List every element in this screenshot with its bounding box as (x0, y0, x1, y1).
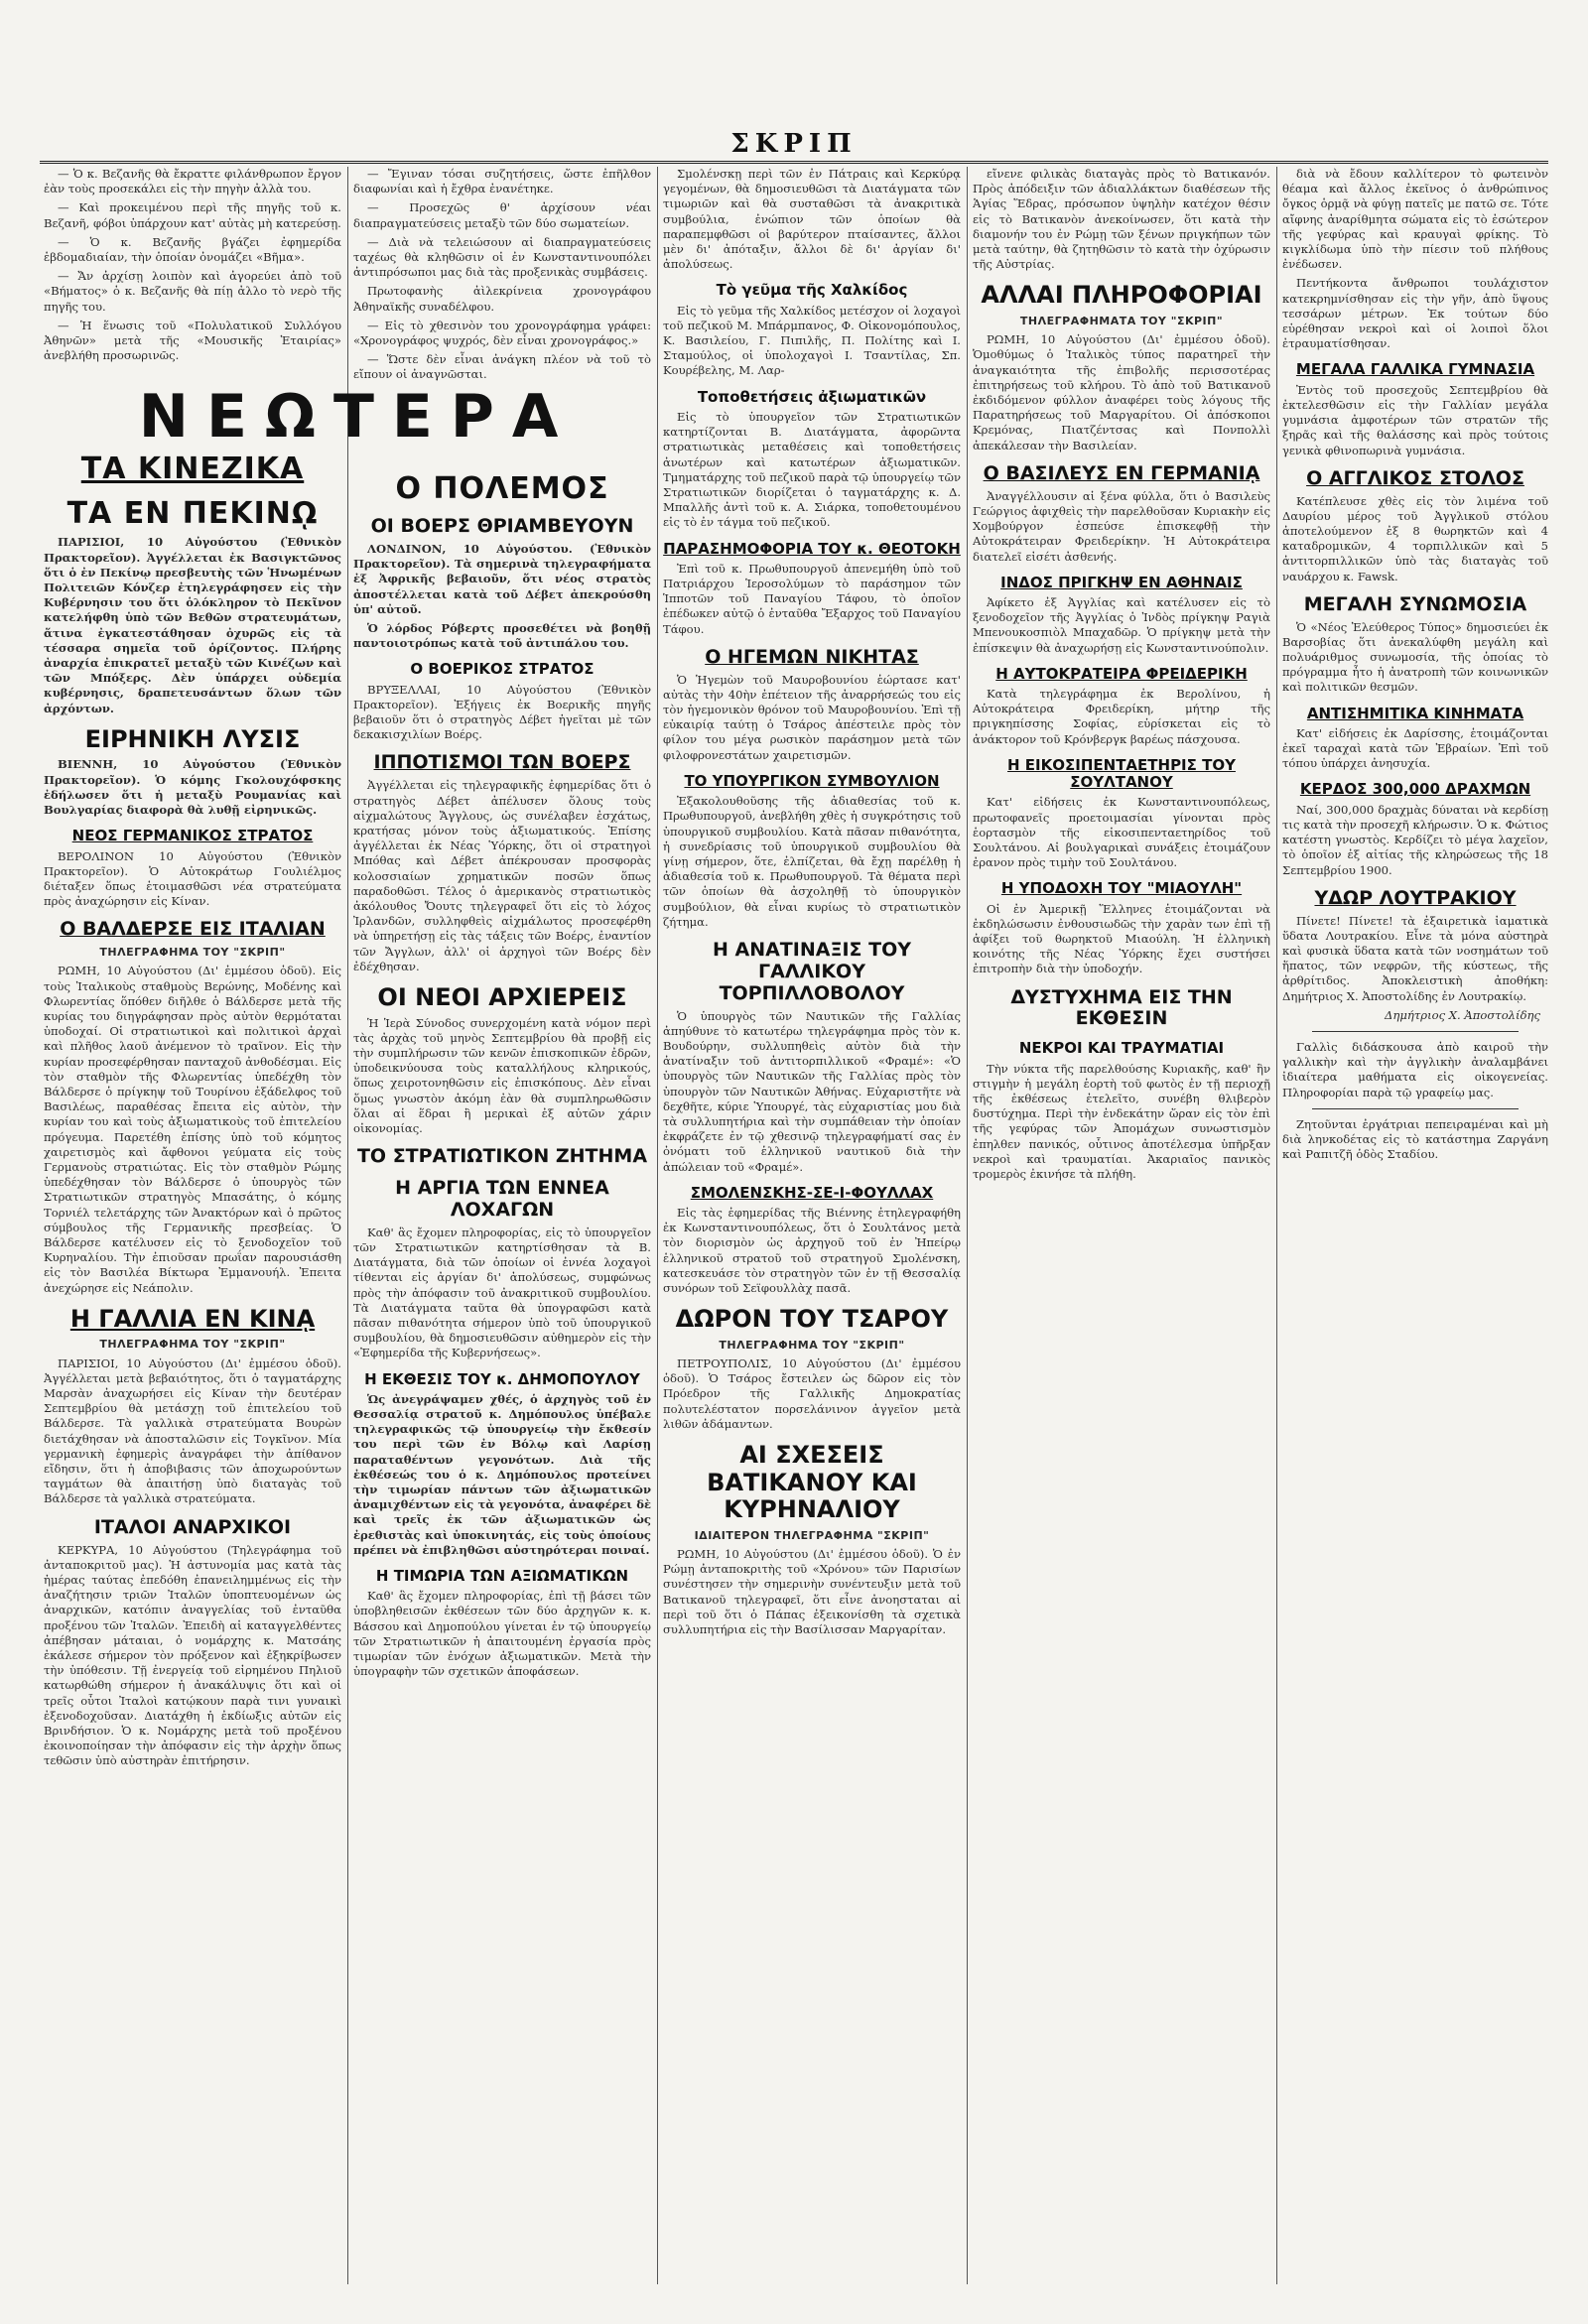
classified-ad: Ζητοῦνται ἐργάτριαι πεπειραμέναι καὶ μὴ διὰ ληνκοδέτας εἰς τὸ κατάστημα Ζαργάνη καὶ Ραπιτζῆ ὁδὸς Σταδίου. (1282, 1116, 1548, 1162)
paragraph: Σμολένσκῃ περὶ τῶν ἐν Πάτραις καὶ Κερκύρᾳ γεγομένων, θὰ δημοσιευθῶσι τὰ Διατάγματα τῶν τιμωριῶν καὶ θὰ συσταθῶσι τὰ ἀνακριτικὰ συμβούλια, ἐνώπιον τῶν ὁποίων θὰ παραπεμφθῶσι οἱ βαρύτερον πταίσαντες, ἄλλοι μὲν δι' ἀπόταξιν, ἄλλοι δὲ δι' ἀργίαν δι' ἀπολύσεως. (663, 167, 961, 272)
article-heading: Η ΕΚΘΕΣΙΣ ΤΟΥ κ. ΔΗΜΟΠΟΥΛΟΥ (364, 1369, 640, 1388)
paragraph: — Ἡ ἕνωσις τοῦ «Πολυλατικοῦ Συλλόγου Ἀθηνῶν» μετὰ τῆς «Μουσικῆς Ἑταιρίας» ἀνεβλήθη προσωρινῶς. (44, 318, 341, 363)
column-body (353, 472, 651, 1680)
paragraph: — Ἔγιναν τόσαι συζητήσεις, ὥστε ἐπῆλθον διαφωνίαι καὶ ἡ ἔχθρα ἐνανέτηκε. (353, 167, 651, 196)
article-subheading: ΝΕΚΡΟΙ ΚΑΙ ΤΡΑΥΜΑΤΙΑΙ (1018, 1039, 1225, 1058)
paragraph: ΠΑΡΙΣΙΟΙ, 10 Αὐγούστου (Ἐθνικὸν Πρακτορεῖον). Ἀγγέλλεται ἐκ Βασιγκτῶνος ὅτι ὁ ἐν Πεκίνῳ πρεσβευτὴς τῶν Ἡνωμένων Πολιτειῶν Κόνζερ ἐτηλεγράφησεν εἰς τὴν Κυβέρνησιν του ὅτι ὁλόκληρον τὸ Πεκῖνον κατελήφθη ὑπὸ τῶν Βεθῶν στρατευμάτων, ἅτινα ἐγκατεστάθησαν ὀχυρῶς εἰς τὰ τέσσαρα σημεῖα τοῦ ὁρίζοντος. Πλήρης ἀναρχία ἐπικρατεῖ μεταξὺ τῶν Κινέζων καὶ τῶν Μπόξερς. Δὲν ὑπάρχει οὐδεμία κυβέρνησις, δραπετευσάντων ὅλων τῶν ἀρχόντων. (44, 535, 341, 715)
article-heading: Τοποθετήσεις ἀξιωματικῶν (697, 387, 927, 406)
masthead (0, 129, 1588, 159)
article-heading: ΙΤΑΛΟΙ ΑΝΑΡΧΙΚΟΙ (93, 1515, 292, 1538)
paragraph: ΠΑΡΙΣΙΟΙ, 10 Αὐγούστου (Δι' ἐμμέσου ὁδοῦ). Ἀγγέλλεται μετὰ βεβαιότητος, ὅτι ὁ ταγματάρχης Μαρσὰν ἀναχωρήσει εἰς Κίναν τὴν δευτέραν Σεπτεμβρίου θὰ μετάσχῃ τοῦ ἐπιτελείου τοῦ Βάλδερσε. Τὰ γαλλικὰ στρατεύματα Βουρὼν διετάχθησαν νὰ ἀποσταλῶσιν εἰς Τογκῖνον. Μία γερμανικὴ ἐφημερὶς ἀναγράφει τὴν ἀπίθανον εἴδησιν, ὅτι ἡ ἀποβιβασις τῶν ἀποχωρούντων ταγμάτων θὰ ἀπαιτήσῃ ὑπὸ διαταγὰς τοῦ Βάλδερσε τὰ γαλλικὰ στρατεύματα. (44, 1356, 341, 1506)
paragraph: Ὁ «Νέος Ἐλεύθερος Τύπος» δημοσιεύει ἐκ Βαρσοβίας ὅτι ἀνεκαλύφθη μεγάλη καὶ πολυάριθμος συνωμοσία, τῆς ὁποίας τὸ πρόγραμμα ἦτο ἡ ἀνατροπὴ τῶν κοινωνικῶν καὶ πολιτικῶν θεσμῶν. (1282, 619, 1548, 695)
column-1 (44, 167, 341, 2284)
paragraph: Καθ' ἃς ἔχομεν πληροφορίας, εἰς τὸ ὑπουργεῖον τῶν Στρατιωτικῶν κατηρτίσθησαν τὰ Β. Διατάγματα, διὰ τῶν ὁποίων οἱ ἐννέα λοχαγοὶ τίθενται εἰς ἀργίαν δι' ἀπολύσεως, συμφώνως πρὸς τὴν ἀπόφασιν τοῦ ἀνακριτικοῦ συμβουλίου. Τὰ Διατάγματα ταῦτα θὰ ὑπογραφῶσι κατὰ πᾶσαν πιθανότητα σήμερον ὑπὸ τοῦ ὑπουργικοῦ συμβουλίου, θὰ δημοσιευθῶσιν αὐθημερὸν εἰς τὴν «Ἐφημερίδα τῆς Κυβερνήσεως». (353, 1225, 651, 1360)
article-heading: ΤΟ ΥΠΟΥΡΓΙΚΟΝ ΣΥΜΒΟΥΛΙΟΝ (684, 771, 940, 790)
paragraph: Κατ' εἰδήσεις ἐκ Δαρίσσης, ἑτοιμάζονται ἐκεῖ ταραχαὶ κατὰ τῶν Ἑβραίων. Ἐπὶ τοῦ τόπου ὑπάρχει ἀνησυχία. (1282, 725, 1548, 771)
paragraph: εἴνενε φιλικὰς διαταγὰς πρὸς τὸ Βατικανόν. Πρὸς ἀπόδειξιν τῶν ἀδιαλλάκτων διαθέσεων τῆς Ἁγίας Ἕδρας, πρόσωπον ὑψηλὴν κατέχον θέσιν εἰς τὸ Βατικανὸν ἀνεκοίνωσεν, ὅτι κατὰ τὴν διαμονήν του ἐν Ρώμῃ τῶν ξένων πριγκήπων τῶν μετὰ ταύτην, θὰ ζητηθῶσιν τὸ κατὰ τὴν ὀχύρωσιν τῆς Αὐστρίας. (973, 167, 1270, 272)
article-heading: Ο ΒΟΕΡΙΚΟΣ ΣΤΡΑΤΟΣ (410, 660, 595, 679)
paragraph: Ἐπὶ τοῦ κ. Πρωθυπουργοῦ ἀπενεμήθη ὑπὸ τοῦ Πατριάρχου Ἱεροσολύμων τὸ παράσημον τῶν Ἱπποτῶν τοῦ Παναγίου Τάφου, τὸ ὁποῖον ἐπέδωκεν αὐτῷ ὁ ἐνταῦθα Ἔξαρχος τοῦ Παναγίου Τάφου. (663, 561, 961, 636)
article-heading: ΔΩΡΟΝ ΤΟΥ ΤΣΑΡΟΥ (675, 1305, 949, 1334)
article-heading: ΝΕΟΣ ΓΕΡΜΑΝΙΚΟΣ ΣΤΡΑΤΟΣ (71, 827, 314, 845)
advertisement-heading: ΥΔΩΡ ΛΟΥΤΡΑΚΙΟΥ (1314, 886, 1517, 909)
paragraph: Ὁ Ἡγεμὼν τοῦ Μαυροβουνίου ἑώρτασε κατ' αὐτὰς τὴν 40ὴν ἐπέτειον τῆς ἀναρρήσεώς του εἰς τὸν ἡγεμονικὸν θρόνον τοῦ Μαυροβουνίου. Ἐπὶ τῇ εὐκαιρίᾳ ταύτῃ ὁ Τσάρος ἀπέστειλε πρὸς τὸν φίλον του μέγα ρωσικὸν παράσημον μετὰ τῶν φιλοφρονεστάτων χαιρετισμῶν. (663, 672, 961, 762)
paragraph: Πίνετε! Πίνετε! τὰ ἐξαιρετικὰ ἰαματικὰ ὕδατα Λουτρακίου. Εἶνε τὰ μόνα αὐστηρὰ καὶ φυσικὰ ὕδατα κατὰ τῶν νοσημάτων τοῦ ἥπατος, τῶν νεφρῶν, τῆς κύστεως, τῆς ἀρθρίτιδος. Ἀποκλειστικὴ ἀποθήκη: Δημήτριος Χ. Ἀποστολίδης ἐν Λουτρακίῳ. (1282, 913, 1548, 1003)
masthead-rule (40, 161, 1548, 164)
paragraph: Ἐξακολουθοῦσης τῆς ἀδιαθεσίας τοῦ κ. Πρωθυπουργοῦ, ἀνεβλήθη χθὲς ἡ συγκρότησις τοῦ ὑπουργικοῦ συμβουλίου. Κατὰ πᾶσαν πιθανότητα, ἡ συνεδρίασις τοῦ ὑπουργικοῦ συμβουλίου θὰ γίνῃ σήμερον, ὅτε, ἐλπίζεται, θὰ ἔχῃ παρέλθῃ ἡ ἀδιαθεσία τοῦ κ. Πρωθυπουργοῦ. Τὰ θέματα περὶ τῶν ὁποίων θὰ ἀσχοληθῇ τὸ ὑπουργικὸν συμβούλιον, θὰ εἶναι κυρίως τὸ στρατιωτικὸν ζήτημα. (663, 794, 961, 929)
signature: Δημήτριος Χ. Ἀποστολίδης (1385, 1007, 1540, 1022)
paragraph: ΡΩΜΗ, 10 Αὐγούστου (Δι' ἐμμέσου ὁδοῦ). Εἰς τοὺς Ἰταλικοὺς σταθμοὺς Βερώνης, Μοδένης καὶ Φλωρεντίας ὅπόθεν διῆλθε ὁ Βάλδερσε μετὰ τῆς κυρίας του διηγράφησαν πρὸς αὐτὸν θερμόταται ὑποδοχαί. Οἱ στρατιωτικοὶ καὶ πολιτικοὶ ἀρχαὶ καὶ πλῆθος λαοῦ ἀνέμενον τὸ τραῖνον. Εἰς τὴν κυρίαν προσεφέρθησαν πανταχοῦ ἀνθοδέσμαι. Εἰς τὸν σταθμὸν τῆς Φλωρεντίας ὑπεδέχθη τὸν Βάλδερσε ὁ πρίγκηψ τοῦ Τουρίνου ἐξάδελφος τοῦ Βασιλέως, παραθέσας ἔπειτα εἰς αὐτὸν, τὴν κυρίαν του καὶ τοὺς ἀξιωματικοὺς τοῦ ἐπιτελείου πρόγευμα. Παρετέθη ἐπίσης ὑπὸ τοῦ κόμητος χαιρετισμὸς καὶ ἄφθονοι γεύματα εἰς τοὺς Γερμανοὺς στρατιώτας. Εἰς τὸν σταθμὸν Ρώμης ὑπεδέχθησαν τὸν Βάλδερσε ὁ ὑπουργὸς τῶν Στρατιωτικῶν στρατηγὸς Μπασάτης, ὁ κόμης Τορνιέλ τελετάρχης τῶν Ἀνακτόρων καὶ ὁ πρῶτος σύμβουλος τῆς Γερμανικῆς πρεσβείας. Ὁ Βάλδερσε κατέλυσεν εἰς τὸ ξενοδοχεῖον τοῦ Κυρηναλίου. Τὴν ἐπιοῦσαν πρωΐαν παρουσιάσθη εἰς τὸν Βασιλέα Βίκτωρα Ἐμμανουήλ. Ἐπειτα ἀνεχώρησε εἰς Νεάπολιν. (44, 964, 341, 1295)
article-heading: Η ΑΝΑΤΙΝΑΞΙΣ ΤΟΥ ΓΑΛΛΙΚΟΥ ΤΟΡΠΙΛΛΟΒΟΛΟΥ (712, 938, 911, 1004)
paragraph: ΡΩΜΗ, 10 Αὐγούστου (Δι' ἐμμέσου ὁδοῦ). Ὁμοθύμως ὁ Ἰταλικὸς τύπος παρατηρεῖ τὴν ἀναγκαιότητα τῆς ἐπιβολῆς περισσοτέρας ἐπιτηρήσεως τοῦ κλήρου. Τὸ ἀπὸ τοῦ Βατικανοῦ ἐκδιδόμενον φύλλον ἀναφέρει τοὺς λόγους τῆς Παρατηρήσεως τοῦ Μαργαρίτου. Οἱ ἀπόσκοποι Κρεμόνας, Πιατζέντσας καὶ Πονπολλὶ ἀπεκάλεσαν τὴν Βασιλείαν. (973, 332, 1270, 452)
paragraph: — Ἄν ἀρχίσῃ λοιπὸν καὶ ἀγορεύει ἀπὸ τοῦ «Βήματος» ὁ κ. Βεζανῆς θὰ πίῃ ἀλλο τὸ νερὸ τῆς πηγῆς του. (44, 269, 341, 314)
separator (1312, 1031, 1519, 1032)
paragraph: Εἰς τὰς ἐφημερίδας τῆς Βιέννης ἐτηλεγραφήθη ἐκ Κωνσταντινουπόλεως, ὅτι ὁ Σουλτάνος μετὰ τὸν διορισμὸν ὡς ἀρχηγοῦ τοῦ ἐν Ἠπείρῳ ἑλληνικοῦ στρατοῦ τοῦ στρατηγοῦ Σμολένσκη, κατεσκευάσε τὸν στρατηγὸν τῶν ἐν τῇ Θεσσαλίᾳ συνόρων τοῦ Σεϊφουλλὰχ πασᾶ. (663, 1205, 961, 1295)
paragraph: Κατὰ τηλεγράφημα ἐκ Βερολίνου, ἡ Αὐτοκράτειρα Φρειδερίκη, μήτηρ τῆς πριγκηπίσσης Σοφίας, εὑρίσκεται εἰς τὸ ἀνάκτορον τοῦ Κρόνβεργκ βαρέως πάσχουσα. (973, 687, 1270, 746)
column-divider (967, 167, 968, 2284)
article-subheading: ΟΙ ΒΟΕΡΣ ΘΡΙΑΜΒΕΥΟΥΝ (370, 515, 634, 538)
paragraph: — Καὶ προκειμένου περὶ τῆς πηγῆς τοῦ κ. Βεζανῆ, φόβοι ὑπάρχουν κατ' αὐτὰς μὴ κατερεύσῃ. (44, 200, 341, 230)
paragraph: — Διὰ νὰ τελειώσουν αἱ διαπραγματεύσεις ταχέως θὰ κληθῶσιν οἱ ἐν Κωνσταντινουπόλει ἀντιπρόσωποι μας διὰ τὰς προξενικὰς συμβάσεις. (353, 234, 651, 280)
separator (1312, 1108, 1519, 1109)
section-banner: ΝΕΩΤΕΡΑ (138, 382, 577, 452)
article-subheading: Η ΑΡΓΙΑ ΤΩΝ ΕΝΝΕΑ ΛΟΧΑΓΩΝ (395, 1177, 609, 1221)
article-heading: ΜΕΓΑΛΑ ΓΑΛΛΙΚΑ ΓΥΜΝΑΣΙΑ (1295, 360, 1535, 379)
article-heading: ΤΑ ΕΝ ΠΕΚΙΝῼ (66, 495, 319, 531)
classified-ad: Γαλλὶς διδάσκουσα ἀπὸ καιροῦ τὴν γαλλικὴν καὶ τὴν ἀγγλικὴν ἀναλαμβάνει ἰδιαίτερα μαθήματα εἰς οἰκογενείας. Πληροφορίαι παρὰ τῷ γραφείῳ μας. (1282, 1040, 1548, 1099)
article-heading: Η ΤΙΜΩΡΙΑ ΤΩΝ ΑΞΙΩΜΑΤΙΚΩΝ (375, 1567, 629, 1586)
paragraph: Καθ' ἃς ἔχομεν πληροφορίας, ἐπὶ τῇ βάσει τῶν ὑποβληθεισῶν ἐκθέσεων τῶν δύο ἀρχηγῶν κ. κ. Βάσσου καὶ Δημοπούλου γίνεται ἐν τῷ ὑπουργείῳ τῶν Στρατιωτικῶν ἡ ἀπαιτουμένη ἐργασία πρὸς τιμωρίαν τῶν ἐνόχων ἀξιωματικῶν. Μετὰ τὴν ὑπογραφὴν τῶν σχετικῶν ἀποφάσεων. (353, 1589, 651, 1679)
article-heading: ΑΙ ΣΧΕΣΕΙΣ ΒΑΤΙΚΑΝΟΥ ΚΑΙ ΚΥΡΗΝΑΛΙΟΥ (707, 1441, 917, 1524)
column-3 (663, 167, 961, 2284)
article-heading: Ο ΑΓΓΛΙΚΟΣ ΣΤΟΛΟΣ (1306, 466, 1524, 489)
article-heading: ΑΛΛΑΙ ΠΛΗΡΟΦΟΡΙΑΙ (981, 281, 1262, 310)
article-heading: ΠΑΡΑΣΗΜΟΦΟΡΙΑ ΤΟΥ κ. ΘΕΟΤΟΚΗ (663, 539, 961, 558)
paragraph: ΛΟΝΔΙΝΟΝ, 10 Αὐγούστου. (Ἐθνικὸν Πρακτορεῖον). Τὰ σημερινὰ τηλεγραφήματα ἐξ Ἀφρικῆς βεβαιοῦν, ὅτι νέος στρατὸς ἀποστέλλεται κατὰ τοῦ Δέβετ ἀπεκρούσθη ὑπ' αὐτοῦ. (353, 541, 651, 616)
article-heading: ΜΕΓΑΛΗ ΣΥΝΩΜΟΣΙΑ (1303, 592, 1527, 615)
article-heading: Ο ΒΑΣΙΛΕΥΣ ΕΝ ΓΕΡΜΑΝΙᾼ (983, 461, 1260, 484)
paragraph: Εἰς τὸ γεῦμα τῆς Χαλκίδος μετέσχον οἱ λοχαγοὶ τοῦ πεζικοῦ Μ. Μπάρμπανος, Φ. Οἰκονομόπουλος, Κ. Βασιλείου, Γ. Πιπιλῆς, Π. Πολίτης καὶ Ι. Σταμούλος, οἱ ὑπολοχαγοὶ Ι. Τσαντίλας, Σπ. Κουρέβελης, Μ. Λαρ- (663, 303, 961, 378)
paragraph: — Εἰς τὸ χθεσινὸν του χρονογράφημα γράφει: «Χρονογράφος ψυχρός, δὲν εἶναι χρονογράφος.» (353, 318, 651, 348)
article-heading: ΣΜΟΛΕΝΣΚΗΣ-ΣΕ-Ι-ΦΟΥΛΛΑΧ (690, 1183, 934, 1202)
paragraph: ΚΕΡΚΥΡΑ, 10 Αὐγούστου (Τηλεγράφημα τοῦ ἀνταποκριτοῦ μας). Ἡ ἀστυνομία μας κατὰ τὰς ἡμέρας ταύτας ἐπεδόθη ἐπανειλημμένως εἰς τὴν ἀναζήτησιν τριῶν Ἰταλῶν ὑποπτευομένων ὡς ἀναρχικῶν, κατόπιν ἀναγγελίας τοῦ ἐνταῦθα προξένου τῶν Ἰταλῶν. Ἐπειδὴ αἱ καταγγελθέντες ἀπέβησαν μάταιαι, ὁ νομάρχης κ. Ματσάης ἐκάλεσε σήμερον τὸν πρόξενον καὶ ἐξηκρίβωσεν τὴν ὑπόθεσιν. Τῇ ἐνεργείᾳ τοῦ εἰρημένου Πηλιοῦ κατωρθώθη σήμερον ἡ ἀνακάλυψις ὅτι καὶ οἱ τρεῖς οὗτοι Ἰταλοὶ κατῴκουν παρὰ τινι γυναικὶ ἐξενοδοχοῦσαν. Διατάχθη ἡ ἐκδίωξις αὐτῶν εἰς Βρινδήσιον. Ὁ κ. Νομάρχης μετὰ τοῦ προξένου ἐκοινοποίησαν τὴν ἀπόφασιν εἰς τὴν ἀρχὴν ὅπως τεθῶσιν ὑπὸ αὐστηρὰν ἐπιτήρησιν. (44, 1542, 341, 1768)
column-divider (657, 167, 658, 2284)
paragraph: ΠΕΤΡΟΥΠΟΛΙΣ, 10 Αὐγούστου (Δι' ἐμμέσου ὁδοῦ). Ὁ Τσάρος ἔστειλεν ὡς δῶρον εἰς τὸν Πρόεδρον τῆς Γαλλικῆς Δημοκρατίας πολυτελέστατον πορσελάνινον ἀγγεῖον μετὰ λιθῶν ἀδάμαντων. (663, 1356, 961, 1431)
paragraph: Ἐντὸς τοῦ προσεχοῦς Σεπτεμβρίου θὰ ἐκτελεσθῶσιν εἰς τὴν Γαλλίαν μεγάλα γυμνάσια ἀμφοτέρων τῶν στρατῶν τῆς ξηρᾶς καὶ τῆς θαλάσσης καὶ πρὸς τούτοις γενικὰ φθινοπωρινὰ γυμνάσια. (1282, 382, 1548, 457)
paragraph: Ὡς ἀνεγράψαμεν χθές, ὁ ἀρχηγὸς τοῦ ἐν Θεσσαλίᾳ στρατοῦ κ. Δημόπουλος ὑπέβαλε τηλεγραφικῶς τῷ ὑπουργείῳ τὴν ἔκθεσίν του περὶ τῶν ἐν Βόλῳ καὶ Λαρίσῃ παραταθέντων γεγονότων. Διὰ τῆς ἐκθέσεώς του ὁ κ. Δημόπουλος προτείνει τὴν τιμωρίαν πάντων τῶν ἀξιωματικῶν ἀναμιχθέντων εἰς τὰ γεγονότα, ἀναφέρει δὲ καὶ τρεῖς ἐκ τῶν ἀξιωματικῶν ὡς ἐρεθιστὰς καὶ ὑποκινητάς, εἰς τοὺς ὁποίους πρέπει νὰ ἐπιβληθῶσι αὐστηρότεραι ποιναί. (353, 1391, 651, 1557)
paragraph: — Προσεχῶς θ' ἀρχίσουν νέαι διαπραγματεύσεις μεταξὺ τῶν δύο σωματείων. (353, 200, 651, 230)
article-heading: Τὸ γεῦμα τῆς Χαλκίδος (716, 281, 908, 300)
article-heading: Ο ΠΟΛΕΜΟΣ (395, 470, 609, 506)
paragraph: διὰ νὰ ἔδουν καλλίτερον τὸ φωτεινὸν θέαμα καὶ ἄλλος ἐκεῖνος ὁ ἀνθρώπινος ὄγκος ὁρμᾷ νὰ φύγῃ πατεῖς με πατῶ σε. Τότε αἴφνης ἀναρίθμητα σώματα εἰς τὸ ἐσώτερον τῆς γεφύρας καὶ κραυγαὶ φρίκης. Τὸ κιγκλίδωμα ὑπὸ τὴν πίεσιν τοῦ πλήθους ἐνέδωσεν. (1282, 167, 1548, 272)
paragraph: Ἀφίκετο ἐξ Ἀγγλίας καὶ κατέλυσεν εἰς τὸ ξενοδοχεῖον τῆς Ἀγγλίας ὁ Ἰνδὸς πρίγκηψ Ραγιὰ Μπενουκοσπιὸλ Μπαχαδῶρ. Ὁ πρίγκηψ μετὰ τὴν ἐπίσκεψιν θὰ ἀναχωρήσῃ εἰς Κωνσταντινούπολιν. (973, 594, 1270, 655)
section-heading: ΤΑ ΚΙΝΕΖΙΚΑ (80, 452, 305, 487)
column-4 (973, 167, 1270, 2284)
paragraph: — Ὥστε δὲν εἶναι ἀνάγκη πλέον νὰ τοῦ τὸ εἴπουν οἱ ἀναγνῶσται. (353, 352, 651, 382)
paragraph: — Ὁ κ. Βεζανῆς θὰ ἔκραττε φιλάνθρωπον ἔργον ἐὰν τοὺς προσεκάλει εἰς τὴν πηγὴν ἀλλὰ του. (44, 167, 341, 196)
paragraph: Ἀγγέλλεται εἰς τηλεγραφικῆς ἐφημερίδας ὅτι ὁ στρατηγὸς Δέβετ ἀπέλυσεν ὅλους τοὺς αἰχμαλώτους Ἄγγλους, ὡς συνέλαβεν ἐσχάτως, κρατήσας μόνον τοὺς ἀξιωματικούς. Ἐπίσης ἀγγέλλεται ἐκ Νέας Ὑόρκης, ὅτι οἱ στρατηγοὶ Μπόθας καὶ Δέβετ ἀπέκρουσαν προσφορὰς κολοσσιαίων χρηματικῶν ποσῶν ὅπως παραδοθῶσι. Τέλος ὁ ἀμερικανὸς στρατιωτικὸς ἀκόλουθος Ὄουτς τηλεγραφεῖ ὅτι εἰς τὸ λόχος Ἰρλανδῶν, συλληφθεὶς αἰχμάλωτος προσεφέρθη νὰ ὑπηρετήσῃ εἰς τὰς τάξεις τῶν Βοέρς, ἐναντίον τῶν Ἄγγλων, ἀλλ' οἱ ἀρχηγοὶ τῶν Βοέρς δὲν ἐδέχθησαν. (353, 778, 651, 973)
paragraph: Ὁ ὑπουργὸς τῶν Ναυτικῶν τῆς Γαλλίας ἀπηύθυνε τὸ κατωτέρω τηλεγράφημα πρὸς τὸν κ. Βουδούρην, συλλυπηθεὶς αὐτὸν διὰ τὴν ἀνατίναξιν τοῦ ἀντιτορπιλλικοῦ «Φραμέ»: «Ὁ ὑπουργὸς τῶν Ναυτικῶν τῆς Γαλλίας πρὸς τὸν ὑπουργὸν τῶν Ναυτικῶν Ἀθήνας. Εὐχαριστῆτε νὰ δεχθῆτε, κύριε Ὑπουργέ, τὰς εὐχαριστίας μου διὰ τὰ συλλυπητήρια καὶ τὴν συμπάθειαν τὴν ὁποίαν ἐκφράζετε ἐν τῷ χθεσινῷ τηλεγραφήματί σας ἐν ὀνόματι τοῦ ἑλληνικοῦ ναυτικοῦ διὰ τὴν ἀπώλειαν τοῦ «Φραμέ». (663, 1008, 961, 1174)
paragraph: Πεντήκοντα ἄνθρωποι τουλάχιστον κατεκρημνίσθησαν εἰς τὴν γῆν, ἀπὸ ὕψους τεσσάρων μέτρων. Ἐκ τούτων δύο εὑρέθησαν νεκροὶ καὶ οἱ λοιποὶ ὅλοι ἐτραυματίσθησαν. (1282, 276, 1548, 351)
article-subheading: ΤΗΛΕΓΡΑΦΗΜΑ ΤΟΥ "ΣΚΡΙΠ" (99, 1338, 286, 1352)
column-body (44, 452, 341, 1768)
article-subheading: ΤΗΛΕΓΡΑΦΗΜΑ ΤΟΥ "ΣΚΡΙΠ" (99, 946, 286, 960)
paragraph: Ἀναγγέλλουσιν αἱ ξένα φύλλα, ὅτι ὁ Βασιλεὺς Γεώργιος ἀφιχθεὶς τὴν παρελθοῦσαν Κυριακὴν εἰς Χομβούργον ἐσπεύσε ἐπισκεφθῇ τὴν Αὐτοκράτειραν Φρειδερίκην. Ἡ Αὐτοκράτειρα διατελεῖ εἰσέτι ἀσθενής. (973, 488, 1270, 564)
column-divider (1276, 167, 1277, 2284)
article-heading: ΤΟ ΣΤΡΑΤΙΩΤΙΚΟΝ ΖΗΤΗΜΑ (356, 1145, 648, 1168)
article-heading: Ο ΗΓΕΜΩΝ ΝΙΚΗΤΑΣ (705, 645, 919, 668)
article-heading: ΟΙ ΝΕΟΙ ΑΡΧΙΕΡΕΙΣ (377, 982, 627, 1011)
paragraph: Ναί, 300,000 δραχμὰς δύναται νὰ κερδίσῃ τις κατὰ τὴν προσεχῆ κλήρωσιν. Ὁ κ. Φώτιος κατέστη γνωστὸς. Κερδίζει τὸ μέγα λαχεῖον, τὸ ὁποῖον ἐξ αἰτίας τῆς κληρώσεως τῆς 18 Σεπτεμβρίου 1900. (1282, 802, 1548, 877)
column-divider (347, 167, 348, 2284)
article-heading: Ο ΒΑΛΔΕΡΣΕ ΕΙΣ ΙΤΑΛΙΑΝ (60, 918, 326, 941)
paragraph: Κατέπλευσε χθὲς εἰς τὸν λιμένα τοῦ Δαυρίου μέρος τοῦ Ἀγγλικοῦ στόλου ἀποτελούμενον ἐξ 8 θωρηκτῶν καὶ 4 καταδρομικῶν, 4 τορπιλλικῶν καὶ 5 ἀντιτορπιλλικῶν ὑπὸ τὰς διαταγὰς τοῦ ναυάρχου κ. Fawsk. (1282, 493, 1548, 583)
article-heading: Η ΕΙΚΟΣΙΠΕΝΤΑΕΤΗΡΙΣ ΤΟΥ ΣΟΥΛΤΑΝΟΥ (1007, 755, 1236, 792)
paragraph: ΒΡΥΞΕΛΛΑΙ, 10 Αὐγούστου (Ἐθνικὸν Πρακτορεῖον). Ἐξήγεις ἐκ Βοερικῆς πηγῆς βεβαιοῦν ὅτι ὁ στρατηγὸς Δέβετ ἡγεῖται μὲ τῶν δεκακισχιλίων Βοέρς. (353, 682, 651, 742)
paragraph: Οἱ ἐν Ἀμερικῇ Ἕλληνες ἑτοιμάζονται νὰ ἐκδηλώσωσιν ἐνθουσιωδῶς τὴν χαρὰν των ἐπὶ τῇ ἀφίξει τοῦ θωρηκτοῦ Μιαούλη. Ἡ ἑλληνικὴ κοινότης τῆς Νέας Ὑόρκης ἔχει συστήσει ἐπιτροπὴν διὰ τὴν ὑποδοχήν. (973, 901, 1270, 976)
article-heading: ΙΝΔΟΣ ΠΡΙΓΚΗΨ ΕΝ ΑΘΗΝΑΙΣ (1000, 573, 1243, 591)
article-heading: ΔΥΣΤΥΧΗΜΑ ΕΙΣ ΤΗΝ ΕΚΘΕΣΙΝ (1010, 985, 1233, 1030)
paragraph: — Ὁ κ. Βεζανῆς βγάζει ἐφημερίδα ἑβδομαδιαίαν, τὴν ὁποίαν ὀνομάζει «Βῆμα». (44, 234, 341, 265)
newspaper-title: ΣΚΡΙΠ (730, 129, 858, 159)
paragraph: Εἰς τὸ ὑπουργεῖον τῶν Στρατιωτικῶν κατηρτίζονται Β. Διατάγματα, ἀφορῶντα στρατιωτικὰς μεταθέσεις καὶ τοποθετήσεις ἀνωτέρων καὶ κατωτέρων ἀξιωματικῶν. Τμηματάρχης τοῦ πεζικοῦ παρὰ τῷ ὑπουργείῳ τῶν Στρατιωτικῶν διορίζεται ὁ ταγματάρχης κ. Δ. Μπαλλῆς ἀντὶ τοῦ κ. Α. Σιάρκα, τοποθετουμένου εἰς τὸ ἐν τάγμα τοῦ πεζικοῦ. (663, 409, 961, 530)
article-heading: ΙΠΠΟΤΙΣΜΟΙ ΤΩΝ ΒΟΕΡΣ (373, 751, 631, 774)
paragraph: Τὴν νύκτα τῆς παρελθούσης Κυριακῆς, καθ' ἣν στιγμὴν ἡ μεγάλη ἑορτὴ τοῦ φωτὸς ἐν τῇ περιοχῇ τῆς ἐκθέσεως ἐτελεῖτο, συνέβη θλιβερὸν δυστύχημα. Περὶ τὴν ἐνδεκάτην ὥραν εἰς τὸν ἐπὶ τῆς γεφύρας τῶν Ἀπομάχων συνωστισμὸν ἐπηλθεν πανικός, οὗτινος ἀποτέλεσμα ὑπῆρξαν νεκροὶ καὶ τραυματίαι. Ἀκαριαῖος πανικὸς τρομερὸς ἐκινήσε τὰ πλήθη. (973, 1061, 1270, 1181)
article-heading: ΕΙΡΗΝΙΚΗ ΛΥΣΙΣ (84, 724, 301, 753)
paragraph: ΒΙΕΝΝΗ, 10 Αὐγούστου (Ἐθνικὸν Πρακτορεῖον). Ὁ κόμης Γκολουχόφσκης ἐδήλωσεν ὅτι ἡ μεταξὺ Ρουμανίας καὶ Βουλγαρίας διαφορὰ θὰ λυθῇ εἰρηνικῶς. (44, 757, 341, 818)
paragraph: ΒΕΡΟΛΙΝΟΝ 10 Αὐγούστου (Ἐθνικὸν Πρακτορεῖον). Ὁ Αὐτοκράτωρ Γουλιέλμος διέταξεν ὅπως ἑτοιμασθῶσι νέα στρατεύματα πρὸς ἀναχώρησιν εἰς Κίναν. (44, 848, 341, 909)
article-heading: ΑΝΤΙΣΗΜΙΤΙΚΑ ΚΙΝΗΜΑΤΑ (1306, 704, 1524, 722)
article-subheading: ΤΗΛΕΓΡΑΦΗΜΑ ΤΟΥ "ΣΚΡΙΠ" (719, 1338, 905, 1352)
article-heading: Η ΑΥΤΟΚΡΑΤΕΙΡΑ ΦΡΕΙΔΕΡΙΚΗ (995, 664, 1248, 683)
article-heading: Η ΓΑΛΛΙΑ ΕΝ ΚΙΝᾼ (69, 1304, 316, 1333)
article-subheading: ΙΔΙΑΙΤΕΡΟΝ ΤΗΛΕΓΡΑΦΗΜΑ "ΣΚΡΙΠ" (694, 1528, 930, 1542)
column-5 (1282, 167, 1548, 2284)
paragraph: ΡΩΜΗ, 10 Αὐγούστου (Δι' ἐμμέσου ὁδοῦ). Ὁ ἐν Ρώμῃ ἀνταποκριτὴς τοῦ «Χρόνου» τῶν Παρισίων συνέστησεν τὴν σημερινὴν συνέντευξιν μετὰ τοῦ Βατικανοῦ τηλεγραφεῖ, ὅτι εἶνε ἀνοησταται αἱ περὶ τοῦ ὅτι ὁ Πάπας ἐξεικονίσθη τὰ σχετικὰ συλλυπητήρια εἰς τὴν Βασίλισσαν Μαργαρίταν. (663, 1547, 961, 1637)
article-subheading: ΤΗΛΕΓΡΑΦΗΜΑΤΑ ΤΟΥ "ΣΚΡΙΠ" (1019, 315, 1224, 328)
article-heading: Η ΥΠΟΔΟΧΗ ΤΟΥ "ΜΙΑΟΥΛΗ" (1000, 879, 1243, 898)
paragraph: Πρωτοφανὴς ἀὶλεκρίνεια χρονογράφου Ἀθηναϊκῆς συναδέλφου. (353, 284, 651, 314)
paragraph: Ὁ λόρδος Ρόβερτς προσεθέτει νὰ βοηθῇ παντοιοτρόπως κατὰ τοῦ ἀντιπάλου του. (353, 621, 651, 651)
column-2 (353, 167, 651, 2284)
advertisement-heading: ΚΕΡΔΟΣ 300,000 ΔΡΑΧΜΩΝ (1299, 780, 1531, 799)
paragraph: Κατ' εἰδήσεις ἐκ Κωνσταντινουπόλεως, πρωτοφανεῖς προετοιμασίαι γίνονται πρὸς ἑορτασμὸν τῆς εἰκοσιπενταετηρίδος τοῦ Σουλτάνου. Αἱ βουλγαρικαὶ συνάξεις ἐτοιμάζουν ἐρανον πρὸς τιμὴν τοῦ Σουλτάνου. (973, 795, 1270, 870)
paragraph: Ἡ Ἱερὰ Σύνοδος συνερχομένη κατὰ νόμον περὶ τὰς ἀρχὰς τοῦ μηνὸς Σεπτεμβρίου θὰ προβῇ εἰς τὴν συμπλήρωσιν τῶν κενῶν ἐπισκοπικῶν ἐδρῶν, ὑποδεικνύουσα τοὺς καταλλήλους κληρικούς, ὅπως χειροτονηθῶσιν εἰς ἐπισκόπους. Δὲν εἶναι ὅμως γνωστὸν ἀκόμη ἐὰν θὰ συμπληρωθῶσιν ὅλαι αἱ ἕδραι ἢ μερικαὶ ἐξ αὐτῶν χάριν οἰκονομίας. (353, 1015, 651, 1135)
